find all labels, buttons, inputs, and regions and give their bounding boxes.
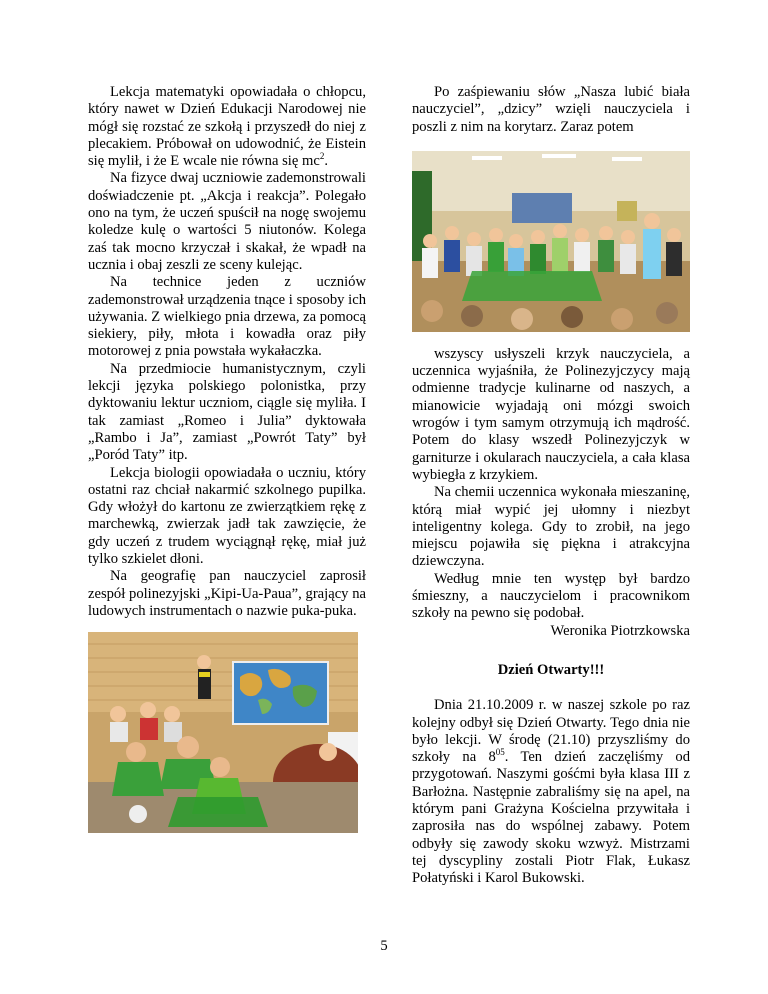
paragraph-polynesians-cont: wszyscy usłyszeli krzyk nauczyciela, a uczennica wyjaśniła, że Polinezyjczycy mają odmienne tradycje kulinarne od naszych, a mianowicie wyjadają oni mózgi swoich wrogów i tym samym otrzymują ich mądrość. Potem do klasy wszedł Polinezyjczyk w garniturze i okularach nauczyciela, a cała klasa wybiegła z krzykiem. xyxy=(412,345,690,483)
paragraph-physics: Na fizyce dwaj uczniowie zademonstrowali doświadczenie pt. „Akcja i reakcja”. Polegało ono na tym, że uczeń spuścił na nogę swojemu koledze kulę o wartości 5 niutonów. Kolega zaś tak mocno krzyczał i skakał, że wpadł na ucznia i obaj zeszli ze sceny kulejąc. xyxy=(88,170,366,273)
photo-classroom-students xyxy=(88,632,358,833)
paragraph-polynesians: Po zaśpiewaniu słów „Nasza lubić biała nauczyciel”, „dzicy” wzięli nauczyciela i poszli z nim na korytarz. Zaraz potem xyxy=(412,84,690,135)
paragraph-math: Lekcja matematyki opowiadała o chłopcu, który nawet w Dzień Edukacji Narodowej nie mógł się rozstać ze szkołą i przyszedł do niej z plecakiem. Próbował on udowodnić, że Eistein się mylił, i że E wcale nie równa się $mc^2$. xyxy=(88,84,366,170)
left-column xyxy=(88,84,366,833)
right-column xyxy=(412,84,690,888)
section-heading: Dzień Otwarty!!! xyxy=(497,661,605,678)
page-number: 5 xyxy=(380,938,388,954)
paragraph-humanities: Na przedmiocie humanistycznym, czyli lekcji języka polskiego polonistka, przy dyktowaniu lektur uczniom, ciągle się myliła. I tak zamiast „Romeo i Julia” dyktowała „Rambo i Ja”, zamiast „Powrót Taty” był „Poród Taty” itp. xyxy=(88,360,366,464)
photo-school-performance xyxy=(412,151,690,332)
paragraph-chemistry: Na chemii uczennica wykonała mieszaninę, którą miał wypić jej ułomny i niezbyt inteligentny kolega. Gdy to zrobił, na jego miejscu pojawiła się piękna i atrakcyjna dziewczyna. xyxy=(412,484,690,570)
paragraph-biology: Lekcja biologii opowiadała o uczniu, który ostatni raz chciał nakarmić szkolnego pupilka. Gdy włożył do kartonu ze zwierzątkiem rękę z marchewką, zwierzak jadł tak zawzięcie, że gdy uczeń z trudem wyciągnął rękę, miał już tylko szkielet dłoni. xyxy=(88,464,366,568)
paragraph-opinion: Według mnie ten występ był bardzo śmieszny, a nauczycielom i pracownikom szkoły na pewno się podobał. xyxy=(412,570,690,622)
paragraph-technology: Na technice jeden z uczniów zademonstrował urządzenia tnące i sposoby ich używania. Z wielkiego pnia drzewa, za pomocą siekiery, piły, młota i kowadła oraz piły motorowej z pnia powstała wykałaczka. xyxy=(88,274,366,360)
paragraph-open-day: Dnia 21.10.2009 r. w naszej szkole po raz kolejny odbył się Dzień Otwarty. Tego dnia nie było lekcji. W środę (21.10) przyszliśmy do szkoły na $8^{05}$. Ten dzień zaczęliśmy od przygotowań. Naszymi gośćmi była klasa III z Barłożna. Następnie zabraliśmy się na apel, na którym pani Grażyna Kościelna przywitała i zaprosiła nas do wspólnej zabawy. Potem odbyły się zawody skoku wzwyż. Mistrzami tej dyscypliny zostali Piotr Flak, Łukasz Połatyński i Karol Bukowski. xyxy=(412,697,690,887)
paragraph-geography: Na geografię pan nauczyciel zaprosił zespół polinezyjski „Kipi-Ua-Paua”, grający na ludowych instrumentach o nazwie puka-puka. xyxy=(88,568,366,619)
author-signature: Weronika Piotrzkowska xyxy=(550,622,690,639)
